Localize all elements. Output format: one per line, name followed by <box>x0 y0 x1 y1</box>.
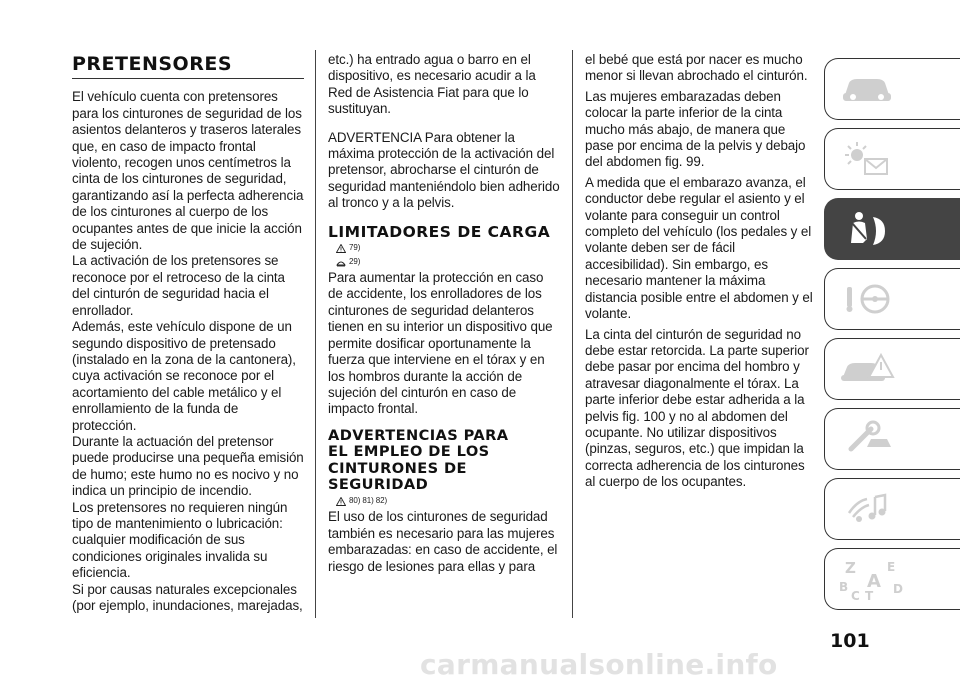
paragraph: A medida que el embarazo avanza, el conductor debe regular el asiento y el volante para conseguir un control completo del vehículo (los pedales y el volante deben ser de fácil accesibilidad). Sin embargo, es necesario mantener la máxima distancia posible entre el abdomen y el volante. <box>585 174 813 322</box>
column-3 <box>585 52 817 491</box>
watermark: carmanualsonline.info <box>420 648 778 681</box>
paragraph: La activación de los pretensores se reconoce por el retroceso de la cinta del cinturón de seguridad hacia el enrollador. <box>72 253 285 318</box>
tab-starting-driving[interactable] <box>824 268 960 330</box>
column-divider-2 <box>572 50 573 618</box>
warning-reference <box>336 242 560 254</box>
alphabet-index-icon <box>837 557 907 601</box>
steering-key-icon <box>837 279 897 319</box>
paragraph: Las mujeres embarazadas deben colocar la parte inferior de la cinta mucho más abajo, de manera que pase por encima de la pelvis y debajo del abdomen fig. 99. <box>585 88 806 170</box>
paragraph: Durante la actuación del pretensor puede producirse una pequeña emisión de humo; este humo no es nocivo y no indica un principio de incendio. <box>72 433 304 499</box>
tab-multimedia[interactable] <box>824 478 960 540</box>
chapter-tabs-sidebar <box>824 58 960 618</box>
section-title-advertencias-line-4: SEGURIDAD <box>328 475 429 493</box>
tab-safety[interactable] <box>824 198 960 260</box>
advertencia-paragraph: ADVERTENCIA Para obtener la máxima protección de la activación del pretensor, abrocharse el cinturón de seguridad manteniéndolo bien adherido al tronco y a la pelvis. <box>328 129 560 211</box>
note-ref-text: 29) <box>349 257 361 267</box>
wrench-car-icon <box>837 419 897 459</box>
tab-maintenance[interactable] <box>824 408 960 470</box>
paragraph: Si por causas naturales excepcionales (por ejemplo, inundaciones, marejadas, <box>72 581 303 613</box>
index-letter: T <box>865 589 874 601</box>
section-title-advertencias-line-3: CINTURONES DE <box>328 459 467 477</box>
paragraph: Para aumentar la protección en caso de accidente, los enrolladores de los cinturones de seguridad delanteros tienen en su interior un dispositivo que permite dosificar oportunamente la fuerza que interviene en el tórax y en los hombros durante la acción de sujeción del cinturón en caso de impacto frontal. <box>328 270 553 417</box>
warning-references <box>336 495 560 507</box>
tab-index[interactable] <box>824 548 960 610</box>
paragraph: etc.) ha entrado agua o barro en el dispositivo, es necesario acudir a la Red de Asistencia Fiat para que lo sustituyan. <box>328 52 536 117</box>
paragraph: Los pretensores no requieren ningún tipo de mantenimiento o lubricación: cualquier modificación de sus condiciones originales invalida su eficiencia. <box>72 499 288 581</box>
page-number: 101 <box>830 630 870 652</box>
section-title-limitadores: LIMITADORES DE CARGA <box>328 222 551 241</box>
paragraph: El vehículo cuenta con pretensores para los cinturones de seguridad de los asientos delanteros y traseros laterales que, en caso de impacto frontal violento, recogen unos centímetros la cinta de los cinturones de seguridad, garantizando así la perfecta adherencia de los cinturones al cuerpo de los ocupantes antes de que inicie la acción de sujeción. <box>72 89 304 253</box>
tab-emergency[interactable] <box>824 338 960 400</box>
index-letter: E <box>887 560 896 574</box>
section-title-advertencias-line-1: ADVERTENCIAS PARA <box>328 426 509 444</box>
warning-triangle-icon <box>336 497 346 506</box>
column-divider-1 <box>315 50 316 618</box>
note-reference <box>336 256 560 268</box>
tab-lights-messages[interactable] <box>824 128 960 190</box>
paragraph: Además, este vehículo dispone de un segundo dispositivo de pretensado (instalado en la zona de la cantonera), cuya activación se reconoce por el acortamiento del cable metálico y el enrollamiento de la funda de protección. <box>72 319 296 433</box>
warning-triangle-icon <box>336 244 346 253</box>
multimedia-icon <box>837 489 897 529</box>
note-icon <box>336 258 346 267</box>
warning-refs-text: 80) 81) 82) <box>349 496 388 506</box>
paragraph: El uso de los cinturones de seguridad también es necesario para las mujeres embarazadas: en caso de accidente, el riesgo de lesiones para ellas y para <box>328 509 558 574</box>
tab-dashboard[interactable] <box>824 58 960 120</box>
seat-belt-airbag-icon <box>837 209 897 249</box>
car-warning-icon <box>837 349 897 389</box>
section-title-advertencias-line-2: EL EMPLEO DE LOS <box>328 443 490 461</box>
index-letter: C <box>851 589 860 601</box>
sun-envelope-icon <box>837 139 897 179</box>
index-letter: A <box>867 571 881 592</box>
index-letter: Z <box>845 559 856 577</box>
warning-ref-text: 79) <box>349 243 361 253</box>
index-letter: B <box>839 580 849 594</box>
car-dashboard-icon <box>837 69 897 109</box>
index-letter: D <box>893 582 903 596</box>
title-rule <box>72 78 304 79</box>
column-1 <box>72 53 304 614</box>
paragraph: el bebé que está por nacer es mucho menor si llevan abrochado el cinturón. <box>585 52 808 84</box>
section-title-pretensores: PRETENSORES <box>72 53 233 75</box>
paragraph: La cinta del cinturón de seguridad no debe estar retorcida. La parte superior debe pasar por encima del hombro y atravesar diagonalmente el tórax. La parte inferior debe estar adherida a la pelvis fig. 100 y no al abdomen del ocupante. No utilizar dispositivos (pinzas, seguros, etc.) que impidan la correcta adherencia de los cinturones al cuerpo de los ocupantes. <box>585 326 809 490</box>
column-2 <box>328 52 560 575</box>
